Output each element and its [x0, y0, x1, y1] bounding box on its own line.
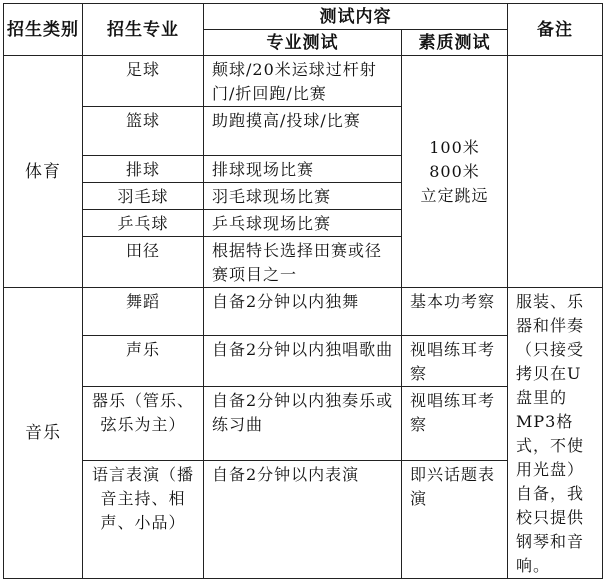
major-badminton: 羽毛球	[83, 183, 204, 210]
pro-test-instrumental: 自备2分钟以内独奏乐或练习曲	[204, 387, 402, 461]
music-remarks: 服装、乐器和伴奏（只接受拷贝在U盘里的MP3格式，不使用光盘）自备，我校只提供钢琴和音响。	[508, 288, 603, 579]
admissions-table	[3, 3, 603, 579]
pro-test-volleyball: 排球现场比赛	[204, 156, 402, 183]
pro-test-dance: 自备2分钟以内独舞	[204, 288, 402, 336]
pro-test-vocal: 自备2分钟以内独唱歌曲	[204, 336, 402, 387]
quality-test-language-performance: 即兴话题表演	[402, 461, 508, 579]
pro-test-football: 颠球/20米运球过杆射门/折回跑/比赛	[204, 56, 402, 107]
major-track-field: 田径	[83, 237, 204, 288]
major-table-tennis: 乒乓球	[83, 210, 204, 237]
category-pe: 体育	[4, 56, 83, 288]
pro-test-badminton: 羽毛球现场比赛	[204, 183, 402, 210]
header-category: 招生类别	[4, 4, 83, 56]
pro-test-track-field: 根据特长选择田赛或径赛项目之一	[204, 237, 402, 288]
quality-test-instrumental: 视唱练耳考察	[402, 387, 508, 461]
major-football: 足球	[83, 56, 204, 107]
category-music: 音乐	[4, 288, 83, 579]
major-volleyball: 排球	[83, 156, 204, 183]
major-vocal: 声乐	[83, 336, 204, 387]
pe-remarks	[508, 56, 603, 288]
header-remarks: 备注	[508, 4, 603, 56]
quality-test-dance: 基本功考察	[402, 288, 508, 336]
pro-test-table-tennis: 乒乓球现场比赛	[204, 210, 402, 237]
pro-test-language-performance: 自备2分钟以内表演	[204, 461, 402, 579]
header-professional-test: 专业测试	[204, 30, 402, 56]
header-test-content: 测试内容	[204, 4, 508, 30]
quality-test-vocal: 视唱练耳考察	[402, 336, 508, 387]
major-basketball: 篮球	[83, 107, 204, 156]
major-dance: 舞蹈	[83, 288, 204, 336]
major-instrumental: 器乐（管乐、弦乐为主）	[83, 387, 204, 461]
header-quality-test: 素质测试	[402, 30, 508, 56]
header-major: 招生专业	[83, 4, 204, 56]
pe-quality-test: 100米 800米 立定跳远	[402, 56, 508, 288]
major-language-performance: 语言表演（播音主持、相声、小品）	[83, 461, 204, 579]
pro-test-basketball: 助跑摸高/投球/比赛	[204, 107, 402, 156]
